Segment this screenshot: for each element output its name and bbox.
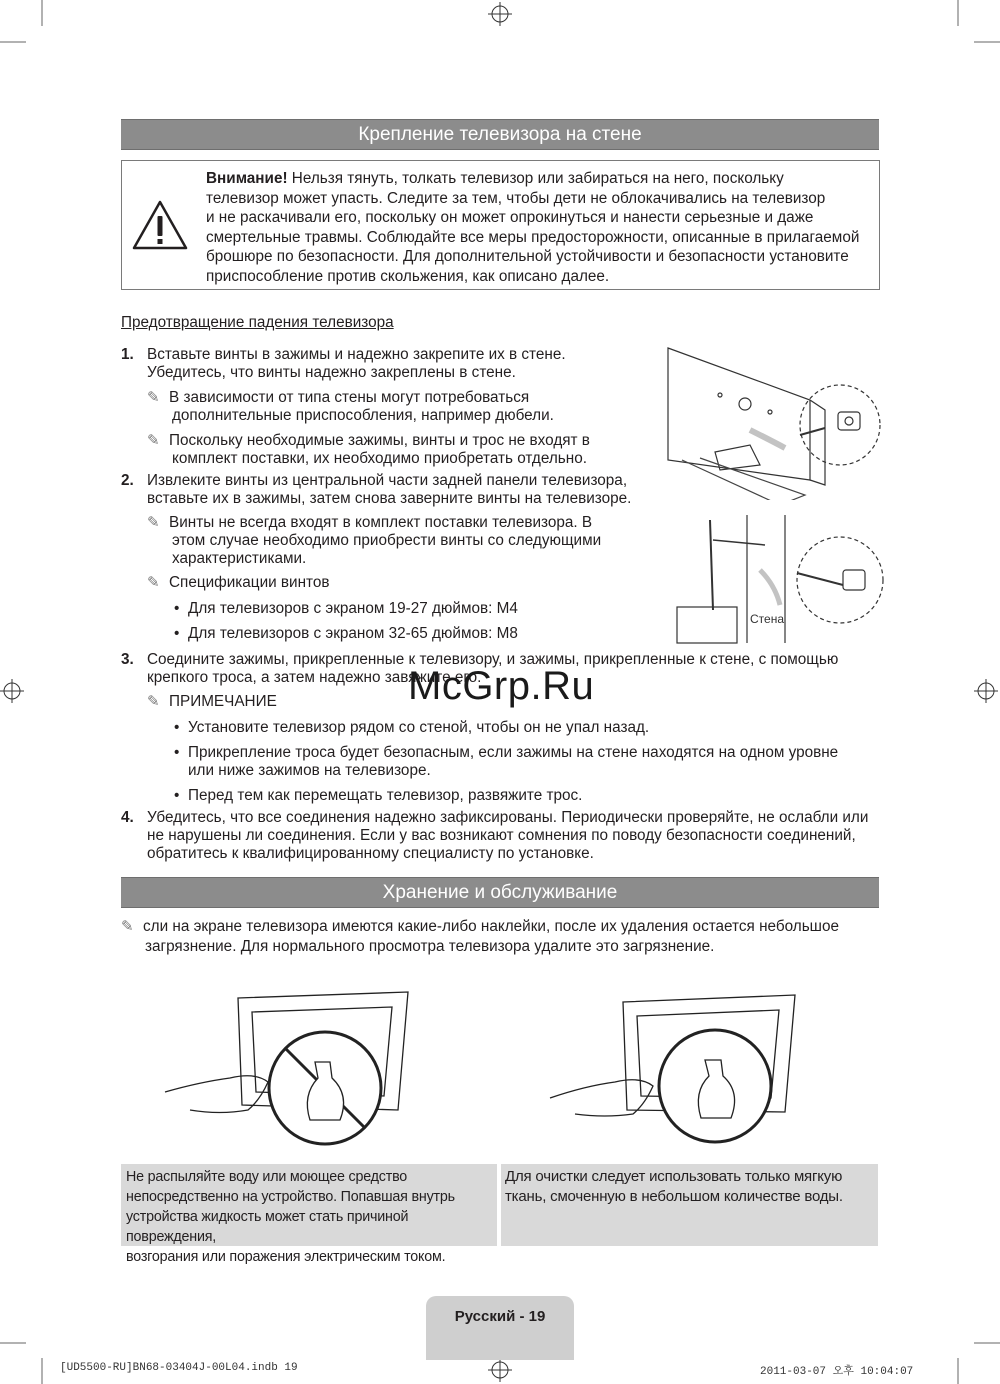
tv-clamp-illustration [660,340,885,500]
cleaning-allowed-illustration [545,990,805,1150]
steps-list: 1. Вставьте винты в зажимы и надежно закрепите их в стене. Убедитесь, что винты надежно закреплены в стене. ✎ В зависимости от типа стены могут потребоваться дополнительные приспособления, например дюбели. ✎ Поскольку необходимые зажимы, винты и трос не входят в комплект поставки, их необходимо приобретать отдельно. 2. Извлеките винты из центральной части задней панели телевизора, вставьте их в зажимы, затем снова заверните винты на телевизоре. ✎ Винты не всегда входят в комплект поставки телевизора. В этом случае необходимо приобрести винты со следующими характеристиками. ✎ Спецификации винтов • Для телевизоров с экраном 19-27 дюймов: M4 • Для телевизоров с экраном 32-65 дюймов: M8 3. Соедините зажимы, прикрепленные к телевизору, и зажимы, прикрепленные к стене, с помощью крепкого троса, а затем надежно завяжите его. ✎ ПРИМЕЧАНИЕ • Установите телевизор рядом со стеной, чтобы он не упал назад. • Прикрепление троса будет безопасным, если зажимы на стене находятся на одном уровне или ниже зажимов на телевизоре. • Перед тем как перемещать телевизор, развяжите трос. 4. Убедитесь, что все соединения надежно зафиксированы. Периодически проверяйте, не ослабли или не нарушены ли соединения. Если у вас возникают сомнения по поводу безопасности соединений, обратитесь к квалифицированному специалисту по установке. [121,345,881,865]
warning-box [121,160,880,290]
pencil-icon: ✎ [147,389,160,406]
pencil-icon: ✎ [147,693,160,710]
caption-soft-cloth: Для очистки следует использовать только мягкую ткань, смоченную в небольшом количестве воды. [501,1164,878,1246]
note-item: ✎ Спецификации винтов [147,574,330,591]
note-item: ✎ В зависимости от типа стены могут потребоваться [147,389,530,406]
registration-mark-bottom [488,1358,512,1382]
registration-mark-top [488,2,512,26]
page-number-tab [426,1296,574,1360]
pencil-icon: ✎ [121,918,134,935]
list-item: • Установите телевизор рядом со стеной, чтобы он не упал назад. [188,718,649,738]
note-item: ✎ ПРИМЕЧАНИЕ [147,693,277,710]
list-item: • Прикрепление троса будет безопасным, если зажимы на стене находятся на одном уровне [188,743,838,763]
subheading-prevent-fall: Предотвращение падения телевизора [121,314,394,331]
caption-do-not-spray: Не распыляйте воду или моющее средство непосредственно на устройство. Попавшая внутрь устройства жидкость может стать причиной повреждения, возгорания или поражения электрическим током. [121,1164,497,1246]
warning-triangle-icon [132,199,188,251]
warning-text: Внимание! Нельзя тянуть, толкать телевизор или забираться на него, поскольку телевизор может упасть. Следите за тем, чтобы дети не облокачивались на телевизор и не раскачивали его, поскольку он может опрокинуться и нанести серьезные и даже смертельные травмы. Соблюдайте все меры предосторожности, описанные в прилагаемой брошюре по безопасности. Для дополнительной устойчивости и безопасности установите приспособление против скольжения, как описано далее. [206,170,860,285]
note-item: ✎ Поскольку необходимые зажимы, винты и трос не входят в [147,432,590,449]
warning-lead: Внимание! [206,170,288,187]
registration-mark-right [974,679,998,703]
list-item: • Для телевизоров с экраном 32-65 дюймов: M8 [188,624,518,644]
cleaning-prohibited-illustration [160,990,420,1150]
pencil-icon: ✎ [147,432,160,449]
list-item: • Перед тем как перемещать телевизор, развяжите трос. [188,786,582,806]
wall-label: Стена [750,612,785,626]
page-label: Русский - 19 [454,1308,546,1325]
note-item: ✎ Винты не всегда входят в комплект поставки телевизора. В [147,514,593,531]
registration-mark-left [0,679,24,703]
list-item: • Для телевизоров с экраном 19-27 дюймов: M4 [188,599,518,619]
file-info: [UD5500-RU]BN68-03404J-00L04.indb 19 [60,1362,298,1374]
timestamp: 2011-03-07 오후 10:04:07 [760,1366,914,1378]
storage-note: ✎ сли на экране телевизора имеются какие-либо наклейки, после их удаления остается небольшое загрязнение. Для нормального просмотра телевизора удалите это загрязнение. [121,918,839,955]
pencil-icon: ✎ [147,574,160,591]
section-title-wall-mount: Крепление телевизора на стене [121,119,879,150]
watermark: McGrp.Ru [408,664,595,708]
pencil-icon: ✎ [147,514,160,531]
section-title-storage: Хранение и обслуживание [121,877,879,908]
